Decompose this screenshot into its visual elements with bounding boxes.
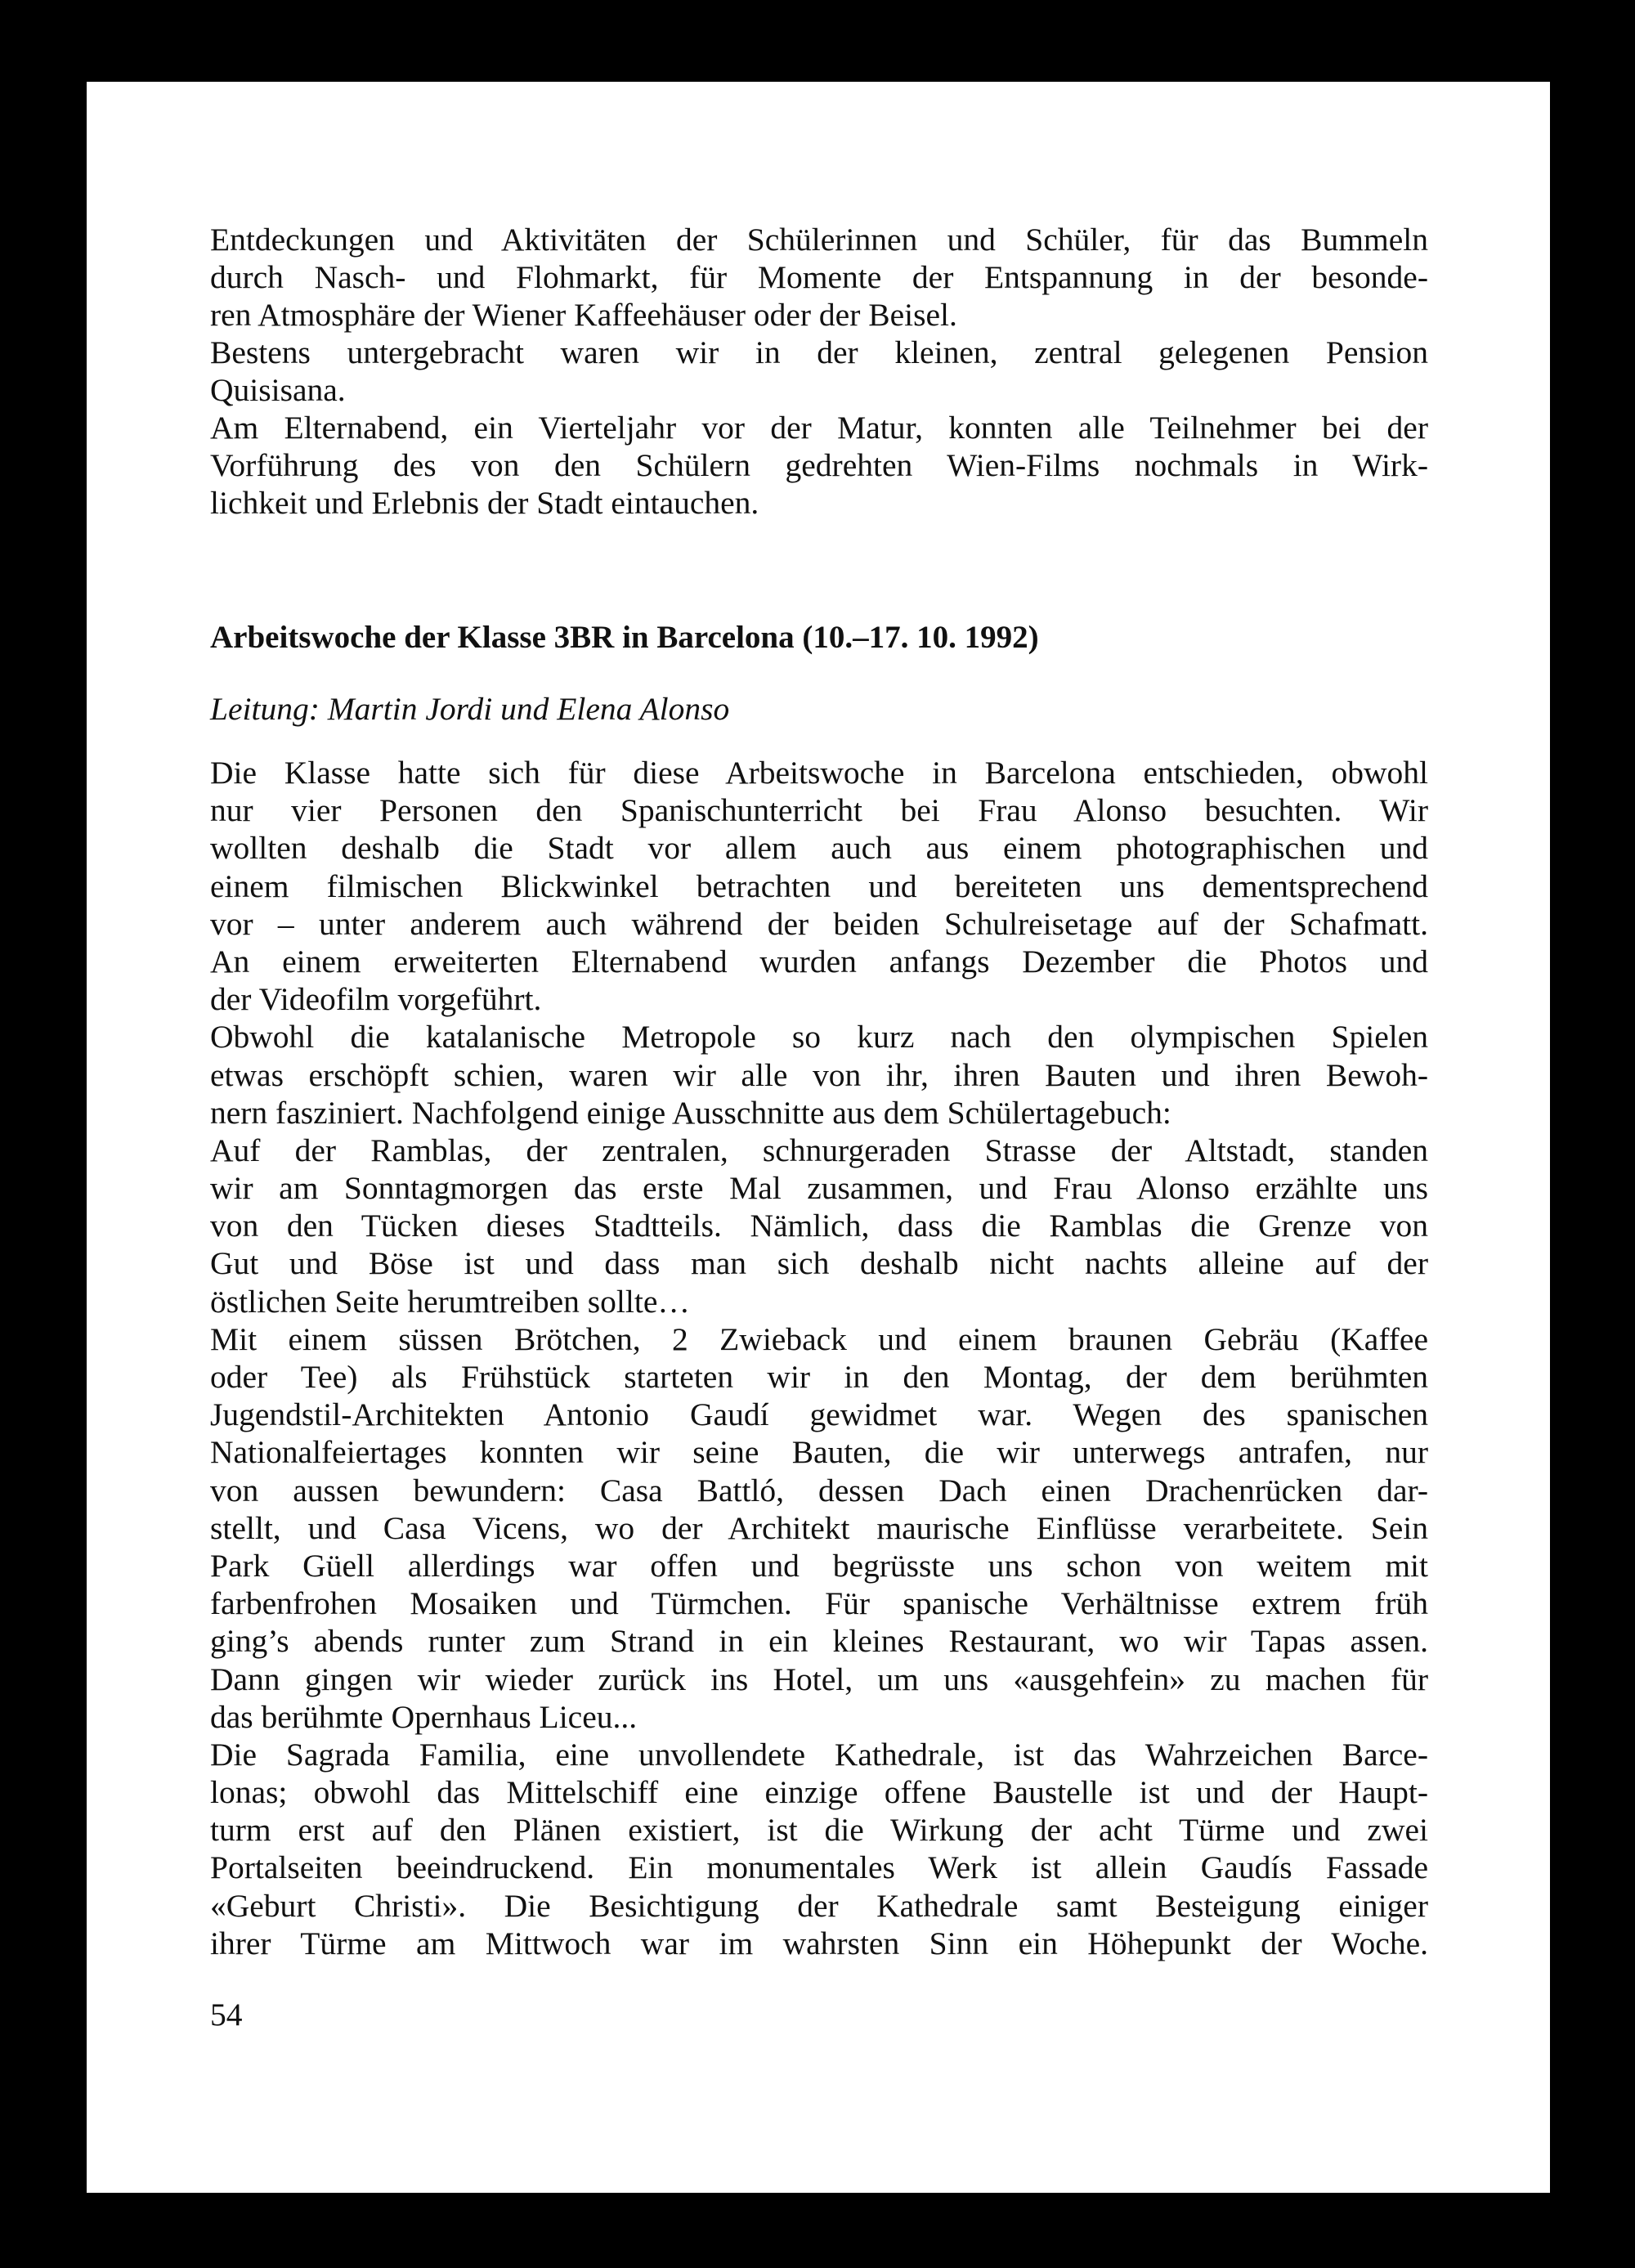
text-line: nern fasziniert. Nachfolgend einige Ausschnitte aus dem Schülertagebuch: bbox=[210, 1094, 1171, 1131]
text-line: lichkeit und Erlebnis der Stadt eintauchen. bbox=[210, 485, 759, 521]
text-line: vor – unter anderem auch während der beiden Schulreisetage auf der Schafmatt. bbox=[210, 905, 1428, 942]
text-line: von den Tücken dieses Stadtteils. Nämlich, dass die Ramblas die Grenze von bbox=[210, 1208, 1428, 1244]
text-line: Dann gingen wir wieder zurück ins Hotel, um uns «ausgehfein» zu machen für bbox=[210, 1661, 1428, 1697]
text-line: Am Elternabend, ein Vierteljahr vor der Matur, konnten alle Teilnehmer bei der bbox=[210, 410, 1428, 446]
text-line: durch Nasch- und Flohmarkt, für Momente der Entspannung in der besonde- bbox=[210, 259, 1428, 295]
text-line: oder Tee) als Frühstück starteten wir in den Montag, der dem berühmten bbox=[210, 1359, 1428, 1395]
section-body bbox=[210, 754, 1428, 1962]
text-line: farbenfrohen Mosaiken und Türmchen. Für spanische Verhältnisse extrem früh bbox=[210, 1585, 1428, 1622]
text-line: Quisisana. bbox=[210, 372, 346, 408]
page-number: 54 bbox=[210, 1997, 243, 2033]
text-line: Bestens untergebracht waren wir in der kleinen, zentral gelegenen Pension bbox=[210, 334, 1428, 370]
text-line: von aussen bewundern: Casa Battló, dessen Dach einen Drachenrücken dar- bbox=[210, 1472, 1428, 1508]
text-line: Obwohl die katalanische Metropole so kurz nach den olympischen Spielen bbox=[210, 1019, 1428, 1056]
text-line: ihrer Türme am Mittwoch war im wahrsten Sinn ein Höhepunkt der Woche. bbox=[210, 1925, 1428, 1961]
right-edge-mark bbox=[1550, 630, 1560, 662]
text-line: einem filmischen Blickwinkel betrachten und bereiteten uns dementsprechend bbox=[210, 867, 1428, 904]
text-line: der Videofilm vorgeführt. bbox=[210, 981, 542, 1018]
text-line: Gut und Böse ist und dass man sich deshalb nicht nachts alleine auf der bbox=[210, 1245, 1428, 1282]
text-line: «Geburt Christi». Die Besichtigung der Kathedrale samt Besteigung einiger bbox=[210, 1887, 1428, 1924]
text-line: Auf der Ramblas, der zentralen, schnurgeraden Strasse der Altstadt, standen bbox=[210, 1132, 1428, 1168]
text-line: östlichen Seite herumtreiben sollte… bbox=[210, 1283, 690, 1320]
text-line: Vorführung des von den Schülern gedrehten Wien-Films nochmals in Wirk- bbox=[210, 447, 1428, 483]
text-line: ging’s abends runter zum Strand in ein kleines Restaurant, wo wir Tapas assen. bbox=[210, 1623, 1428, 1660]
right-edge-mark bbox=[1550, 523, 1558, 572]
text-line: Die Sagrada Familia, eine unvollendete Kathedrale, ist das Wahrzeichen Barce- bbox=[210, 1736, 1428, 1773]
text-line: turm erst auf den Plänen existiert, ist die Wirkung der acht Türme und zwei bbox=[210, 1812, 1428, 1849]
text-line: lonas; obwohl das Mittelschiff eine einzige offene Baustelle ist und der Haupt- bbox=[210, 1774, 1428, 1811]
text-line: Nationalfeiertages konnten wir seine Bauten, die wir unterwegs antrafen, nur bbox=[210, 1434, 1428, 1471]
text-line: Mit einem süssen Brötchen, 2 Zwieback und einem braunen Gebräu (Kaffee bbox=[210, 1320, 1428, 1357]
text-line: An einem erweiterten Elternabend wurden anfangs Dezember die Photos und bbox=[210, 943, 1428, 979]
text-line: Die Klasse hatte sich für diese Arbeitswoche in Barcelona entschieden, obwohl bbox=[210, 755, 1428, 791]
text-line: Jugendstil-Architekten Antonio Gaudí gewidmet war. Wegen des spanischen bbox=[210, 1396, 1428, 1433]
intro-paragraphs bbox=[210, 221, 1428, 522]
text-line: Portalseiten beeindruckend. Ein monumentales Werk ist allein Gaudís Fassade bbox=[210, 1849, 1428, 1886]
text-line: nur vier Personen den Spanischunterricht bei Frau Alonso besuchten. Wir bbox=[210, 792, 1428, 829]
text-line: das berühmte Opernhaus Liceu... bbox=[210, 1698, 638, 1735]
text-line: wir am Sonntagmorgen das erste Mal zusammen, und Frau Alonso erzählte uns bbox=[210, 1170, 1428, 1207]
text-line: stellt, und Casa Vicens, wo der Architekt maurische Einflüsse verarbeitete. Sein bbox=[210, 1509, 1428, 1546]
text-line: Park Güell allerdings war offen und begrüsste uns schon von weitem mit bbox=[210, 1547, 1428, 1584]
section-heading: Arbeitswoche der Klasse 3BR in Barcelona (10.–17. 10. 1992) bbox=[210, 620, 1039, 655]
text-line: Entdeckungen und Aktivitäten der Schülerinnen und Schüler, für das Bummeln bbox=[210, 222, 1428, 258]
text-line: ren Atmosphäre der Wiener Kaffeehäuser oder der Beisel. bbox=[210, 297, 957, 333]
text-line: etwas erschöpft schien, waren wir alle von ihr, ihren Bauten und ihren Bewoh- bbox=[210, 1056, 1428, 1093]
text-line: wollten deshalb die Stadt vor allem auch aus einem photographischen und bbox=[210, 830, 1428, 867]
section-leitung: Leitung: Martin Jordi und Elena Alonso bbox=[210, 691, 730, 727]
